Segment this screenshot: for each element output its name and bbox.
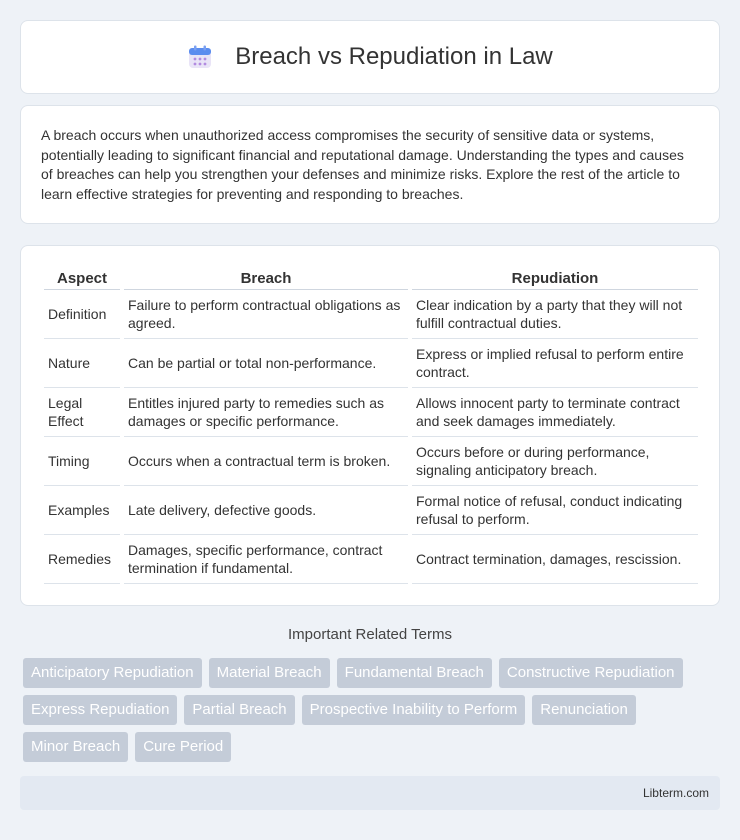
header-aspect: Aspect [44, 262, 120, 290]
related-terms-list [23, 658, 723, 769]
table-row [44, 339, 698, 388]
table-row [44, 388, 698, 437]
cell-repudiation: Clear indication by a party that they will not fulfill contractual duties. [412, 290, 698, 339]
comparison-card [20, 245, 720, 606]
table-row [44, 486, 698, 535]
cell-aspect: Examples [44, 486, 120, 535]
table-row [44, 290, 698, 339]
table-row [44, 535, 698, 584]
header-breach: Breach [124, 262, 408, 290]
page-header [20, 20, 720, 94]
related-term-tag[interactable]: Material Breach [209, 658, 330, 688]
cell-breach: Late delivery, defective goods. [124, 486, 408, 535]
related-term-tag[interactable]: Express Repudiation [23, 695, 177, 725]
cell-breach: Failure to perform contractual obligations as agreed. [124, 290, 408, 339]
footer-site-link[interactable]: Libterm.com [642, 786, 709, 800]
page-title: Breach vs Repudiation in Law [235, 43, 553, 70]
cell-repudiation: Occurs before or during performance, signaling anticipatory breach. [412, 437, 698, 486]
related-term-tag[interactable]: Fundamental Breach [337, 658, 492, 688]
cell-repudiation: Express or implied refusal to perform entire contract. [412, 339, 698, 388]
cell-aspect: Timing [44, 437, 120, 486]
cell-repudiation: Formal notice of refusal, conduct indicating refusal to perform. [412, 486, 698, 535]
cell-breach: Occurs when a contractual term is broken. [124, 437, 408, 486]
table-header-row [44, 262, 698, 290]
related-term-tag[interactable]: Cure Period [135, 732, 231, 762]
related-term-tag[interactable]: Anticipatory Repudiation [23, 658, 202, 688]
calendar-icon [187, 44, 213, 70]
related-term-tag[interactable]: Constructive Repudiation [499, 658, 683, 688]
cell-repudiation: Contract termination, damages, rescission. [412, 535, 698, 584]
cell-breach: Damages, specific performance, contract termination if fundamental. [124, 535, 408, 584]
related-terms-title: Important Related Terms [288, 626, 452, 643]
related-term-tag[interactable]: Renunciation [532, 695, 636, 725]
intro-text: A breach occurs when unauthorized access compromises the security of sensitive data or systems, potentially leading to significant financial and reputational damage. Understanding the types and causes of breaches can help you strengthen your defenses and minimize risks. Explore the rest of the article to learn effective strategies for preventing and responding to breaches. [41, 127, 684, 202]
cell-repudiation: Allows innocent party to terminate contract and seek damages immediately. [412, 388, 698, 437]
cell-aspect: Nature [44, 339, 120, 388]
comparison-table [40, 262, 702, 584]
cell-breach: Can be partial or total non-performance. [124, 339, 408, 388]
related-term-tag[interactable]: Prospective Inability to Perform [302, 695, 526, 725]
related-term-tag[interactable]: Minor Breach [23, 732, 128, 762]
header-repudiation: Repudiation [412, 262, 698, 290]
cell-aspect: Legal Effect [44, 388, 120, 437]
cell-aspect: Remedies [44, 535, 120, 584]
related-term-tag[interactable]: Partial Breach [184, 695, 294, 725]
intro-card [20, 105, 720, 224]
table-row [44, 437, 698, 486]
cell-breach: Entitles injured party to remedies such as damages or specific performance. [124, 388, 408, 437]
cell-aspect: Definition [44, 290, 120, 339]
footer [20, 776, 720, 810]
